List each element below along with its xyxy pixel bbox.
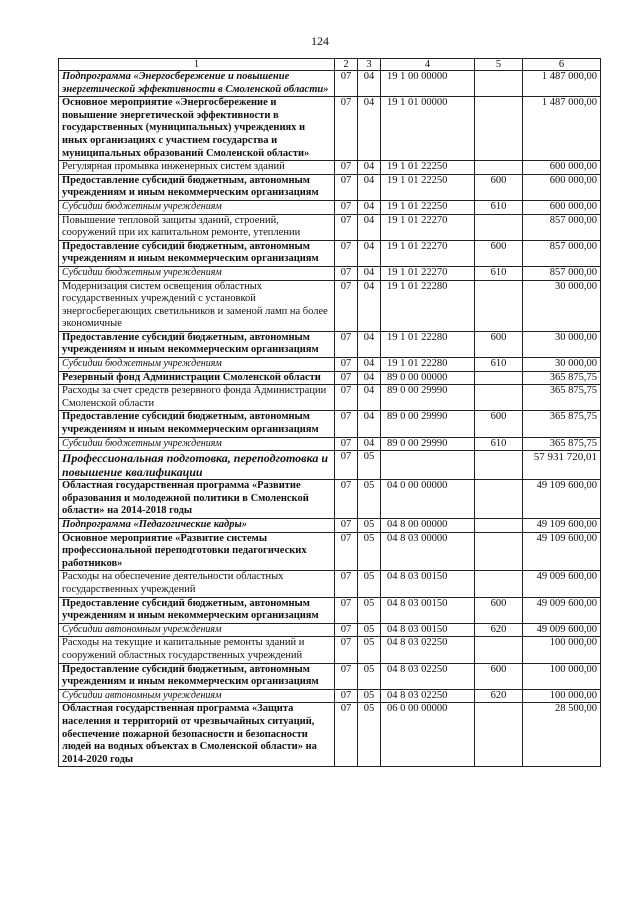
target-article-cell: 19 1 01 22280 bbox=[381, 331, 475, 357]
table-body bbox=[59, 71, 601, 767]
expense-type-cell: 600 bbox=[475, 174, 523, 200]
subsection-cell: 04 bbox=[358, 266, 381, 280]
target-article-cell: 04 8 03 02250 bbox=[381, 689, 475, 703]
expense-type-cell bbox=[475, 480, 523, 519]
item-name-cell: Расходы за счет средств резервного фонда Администрации Смоленской области bbox=[59, 385, 335, 411]
section-cell: 07 bbox=[335, 385, 358, 411]
expense-type-cell bbox=[475, 532, 523, 571]
col-header-2: 2 bbox=[335, 59, 358, 71]
col-header-6: 6 bbox=[523, 59, 601, 71]
expense-type-cell bbox=[475, 451, 523, 480]
amount-cell: 365 875,75 bbox=[523, 385, 601, 411]
section-cell: 07 bbox=[335, 214, 358, 240]
item-name-cell: Предоставление субсидий бюджетным, автономным учреждениям и иным некоммерческим организациям bbox=[59, 663, 335, 689]
table-row bbox=[59, 703, 601, 767]
table-row bbox=[59, 358, 601, 372]
subsection-cell: 04 bbox=[358, 358, 381, 372]
amount-cell: 600 000,00 bbox=[523, 161, 601, 175]
section-cell: 07 bbox=[335, 597, 358, 623]
subsection-cell: 05 bbox=[358, 480, 381, 519]
item-name-cell: Субсидии бюджетным учреждениям bbox=[59, 266, 335, 280]
item-name-cell: Субсидии бюджетным учреждениям bbox=[59, 358, 335, 372]
target-article-cell: 19 1 00 00000 bbox=[381, 71, 475, 97]
expense-type-cell bbox=[475, 571, 523, 597]
item-name-cell: Областная государственная программа «Развитие образования и молодежной политики в Смоленской области» на 2014-2018 годы bbox=[59, 480, 335, 519]
expense-type-cell bbox=[475, 280, 523, 331]
section-cell: 07 bbox=[335, 637, 358, 663]
target-article-cell: 89 0 00 29990 bbox=[381, 385, 475, 411]
target-article-cell: 06 0 00 00000 bbox=[381, 703, 475, 767]
expense-type-cell: 610 bbox=[475, 437, 523, 451]
section-cell: 07 bbox=[335, 480, 358, 519]
table-row bbox=[59, 371, 601, 385]
amount-cell: 49 009 600,00 bbox=[523, 623, 601, 637]
expense-type-cell: 610 bbox=[475, 358, 523, 372]
table-row bbox=[59, 161, 601, 175]
subsection-cell: 04 bbox=[358, 385, 381, 411]
item-name-cell: Предоставление субсидий бюджетным, автономным учреждениям и иным некоммерческим организациям bbox=[59, 411, 335, 437]
amount-cell: 600 000,00 bbox=[523, 174, 601, 200]
amount-cell: 365 875,75 bbox=[523, 411, 601, 437]
subsection-cell: 05 bbox=[358, 571, 381, 597]
amount-cell: 857 000,00 bbox=[523, 240, 601, 266]
subsection-cell: 05 bbox=[358, 663, 381, 689]
expense-type-cell bbox=[475, 371, 523, 385]
section-cell: 07 bbox=[335, 97, 358, 161]
item-name-cell: Областная государственная программа «Защита населения и территорий от чрезвычайных ситуаций, обеспечение пожарной безопасности и безопасности людей на водных объектах в Смоленской области» на 2014-2020 годы bbox=[59, 703, 335, 767]
expense-type-cell bbox=[475, 97, 523, 161]
target-article-cell: 89 0 00 29990 bbox=[381, 437, 475, 451]
item-name-cell: Основное мероприятие «Развитие системы профессиональной переподготовки педагогических работников» bbox=[59, 532, 335, 571]
section-cell: 07 bbox=[335, 280, 358, 331]
section-cell: 07 bbox=[335, 331, 358, 357]
expense-type-cell bbox=[475, 385, 523, 411]
table-row bbox=[59, 597, 601, 623]
subsection-cell: 04 bbox=[358, 174, 381, 200]
target-article-cell: 04 8 03 02250 bbox=[381, 663, 475, 689]
expense-type-cell bbox=[475, 71, 523, 97]
section-cell: 07 bbox=[335, 571, 358, 597]
subsection-cell: 05 bbox=[358, 519, 381, 533]
item-name-cell: Профессиональная подготовка, переподготовка и повышение квалификации bbox=[59, 451, 335, 480]
amount-cell: 365 875,75 bbox=[523, 437, 601, 451]
subsection-cell: 05 bbox=[358, 623, 381, 637]
target-article-cell: 19 1 01 22280 bbox=[381, 358, 475, 372]
table-row bbox=[59, 623, 601, 637]
subsection-cell: 04 bbox=[358, 280, 381, 331]
amount-cell: 30 000,00 bbox=[523, 358, 601, 372]
amount-cell: 100 000,00 bbox=[523, 663, 601, 689]
table-row bbox=[59, 71, 601, 97]
subsection-cell: 04 bbox=[358, 371, 381, 385]
subsection-cell: 05 bbox=[358, 532, 381, 571]
section-cell: 07 bbox=[335, 663, 358, 689]
target-article-cell: 19 1 01 22250 bbox=[381, 174, 475, 200]
subsection-cell: 04 bbox=[358, 97, 381, 161]
target-article-cell: 19 1 01 22280 bbox=[381, 280, 475, 331]
expense-type-cell: 620 bbox=[475, 623, 523, 637]
target-article-cell: 19 1 01 22270 bbox=[381, 214, 475, 240]
section-cell: 07 bbox=[335, 174, 358, 200]
item-name-cell: Расходы на обеспечение деятельности областных государственных учреждений bbox=[59, 571, 335, 597]
subsection-cell: 05 bbox=[358, 703, 381, 767]
target-article-cell: 04 0 00 00000 bbox=[381, 480, 475, 519]
expense-type-cell: 610 bbox=[475, 266, 523, 280]
table-row bbox=[59, 637, 601, 663]
expense-type-cell bbox=[475, 519, 523, 533]
col-header-1: 1 bbox=[59, 59, 335, 71]
item-name-cell: Расходы на текущие и капитальные ремонты зданий и сооружений областных государственных учреждений bbox=[59, 637, 335, 663]
amount-cell: 100 000,00 bbox=[523, 689, 601, 703]
target-article-cell: 04 8 03 00000 bbox=[381, 532, 475, 571]
amount-cell: 600 000,00 bbox=[523, 200, 601, 214]
target-article-cell: 89 0 00 29990 bbox=[381, 411, 475, 437]
amount-cell: 30 000,00 bbox=[523, 331, 601, 357]
expense-type-cell: 600 bbox=[475, 411, 523, 437]
item-name-cell: Резервный фонд Администрации Смоленской области bbox=[59, 371, 335, 385]
subsection-cell: 04 bbox=[358, 214, 381, 240]
item-name-cell: Субсидии бюджетным учреждениям bbox=[59, 200, 335, 214]
target-article-cell: 04 8 03 00150 bbox=[381, 571, 475, 597]
item-name-cell: Субсидии бюджетным учреждениям bbox=[59, 437, 335, 451]
expense-type-cell: 600 bbox=[475, 663, 523, 689]
amount-cell: 857 000,00 bbox=[523, 214, 601, 240]
table-row bbox=[59, 480, 601, 519]
column-number-row bbox=[59, 59, 601, 71]
table-row bbox=[59, 240, 601, 266]
target-article-cell: 19 1 01 22250 bbox=[381, 161, 475, 175]
section-cell: 07 bbox=[335, 161, 358, 175]
item-name-cell: Подпрограмма «Энергосбережение и повышение энергетической эффективности в Смоленской области» bbox=[59, 71, 335, 97]
col-header-4: 4 bbox=[381, 59, 475, 71]
target-article-cell: 89 0 00 00000 bbox=[381, 371, 475, 385]
table-row bbox=[59, 280, 601, 331]
table-row bbox=[59, 200, 601, 214]
subsection-cell: 04 bbox=[358, 161, 381, 175]
target-article-cell: 19 1 01 22270 bbox=[381, 240, 475, 266]
amount-cell: 49 009 600,00 bbox=[523, 571, 601, 597]
subsection-cell: 05 bbox=[358, 451, 381, 480]
expense-type-cell bbox=[475, 703, 523, 767]
item-name-cell: Регулярная промывка инженерных систем зданий bbox=[59, 161, 335, 175]
section-cell: 07 bbox=[335, 371, 358, 385]
item-name-cell: Предоставление субсидий бюджетным, автономным учреждениям и иным некоммерческим организациям bbox=[59, 174, 335, 200]
amount-cell: 1 487 000,00 bbox=[523, 97, 601, 161]
subsection-cell: 04 bbox=[358, 411, 381, 437]
section-cell: 07 bbox=[335, 358, 358, 372]
target-article-cell: 19 1 01 00000 bbox=[381, 97, 475, 161]
page-number: 124 bbox=[311, 34, 329, 48]
amount-cell: 49 109 600,00 bbox=[523, 480, 601, 519]
amount-cell: 365 875,75 bbox=[523, 371, 601, 385]
subsection-cell: 04 bbox=[358, 200, 381, 214]
col-header-5: 5 bbox=[475, 59, 523, 71]
amount-cell: 857 000,00 bbox=[523, 266, 601, 280]
expense-type-cell bbox=[475, 637, 523, 663]
subsection-cell: 04 bbox=[358, 240, 381, 266]
section-cell: 07 bbox=[335, 200, 358, 214]
section-cell: 07 bbox=[335, 519, 358, 533]
table-row bbox=[59, 97, 601, 161]
col-header-3: 3 bbox=[358, 59, 381, 71]
amount-cell: 49 109 600,00 bbox=[523, 519, 601, 533]
target-article-cell: 19 1 01 22250 bbox=[381, 200, 475, 214]
target-article-cell bbox=[381, 451, 475, 480]
table-row bbox=[59, 331, 601, 357]
table-row bbox=[59, 174, 601, 200]
amount-cell: 30 000,00 bbox=[523, 280, 601, 331]
expense-type-cell: 610 bbox=[475, 200, 523, 214]
amount-cell: 49 109 600,00 bbox=[523, 532, 601, 571]
table-row bbox=[59, 437, 601, 451]
expense-type-cell: 620 bbox=[475, 689, 523, 703]
subsection-cell: 05 bbox=[358, 637, 381, 663]
item-name-cell: Основное мероприятие «Энергосбережение и повышение энергетической эффективности в государственных (муниципальных) учреждениях и иных организациях с участием государства и муниципальных образований Смоленской области» bbox=[59, 97, 335, 161]
section-cell: 07 bbox=[335, 71, 358, 97]
target-article-cell: 04 8 00 00000 bbox=[381, 519, 475, 533]
table-row bbox=[59, 532, 601, 571]
item-name-cell: Субсидии автономным учреждениям bbox=[59, 623, 335, 637]
table-row bbox=[59, 385, 601, 411]
subsection-cell: 04 bbox=[358, 437, 381, 451]
table-row bbox=[59, 266, 601, 280]
target-article-cell: 19 1 01 22270 bbox=[381, 266, 475, 280]
item-name-cell: Модернизация систем освещения областных государственных учреждений с установкой энергосберегающих светильников и заменой ламп на более экономичные bbox=[59, 280, 335, 331]
expense-type-cell bbox=[475, 161, 523, 175]
item-name-cell: Предоставление субсидий бюджетным, автономным учреждениям и иным некоммерческим организациям bbox=[59, 331, 335, 357]
item-name-cell: Повышение тепловой защиты зданий, строений, сооружений при их капитальном ремонте, утеплении bbox=[59, 214, 335, 240]
item-name-cell: Подпрограмма «Педагогические кадры» bbox=[59, 519, 335, 533]
subsection-cell: 04 bbox=[358, 71, 381, 97]
table-row bbox=[59, 663, 601, 689]
section-cell: 07 bbox=[335, 240, 358, 266]
expense-type-cell: 600 bbox=[475, 597, 523, 623]
expense-type-cell: 600 bbox=[475, 331, 523, 357]
subsection-cell: 05 bbox=[358, 689, 381, 703]
amount-cell: 28 500,00 bbox=[523, 703, 601, 767]
expense-type-cell: 600 bbox=[475, 240, 523, 266]
expense-type-cell bbox=[475, 214, 523, 240]
section-cell: 07 bbox=[335, 689, 358, 703]
target-article-cell: 04 8 03 02250 bbox=[381, 637, 475, 663]
table-row bbox=[59, 411, 601, 437]
section-cell: 07 bbox=[335, 703, 358, 767]
item-name-cell: Субсидии автономным учреждениям bbox=[59, 689, 335, 703]
item-name-cell: Предоставление субсидий бюджетным, автономным учреждениям и иным некоммерческим организациям bbox=[59, 240, 335, 266]
target-article-cell: 04 8 03 00150 bbox=[381, 597, 475, 623]
amount-cell: 100 000,00 bbox=[523, 637, 601, 663]
budget-table bbox=[58, 58, 601, 767]
section-cell: 07 bbox=[335, 623, 358, 637]
section-cell: 07 bbox=[335, 437, 358, 451]
item-name-cell: Предоставление субсидий бюджетным, автономным учреждениям и иным некоммерческим организациям bbox=[59, 597, 335, 623]
section-cell: 07 bbox=[335, 451, 358, 480]
subsection-cell: 04 bbox=[358, 331, 381, 357]
table-row bbox=[59, 689, 601, 703]
amount-cell: 57 931 720,01 bbox=[523, 451, 601, 480]
amount-cell: 1 487 000,00 bbox=[523, 71, 601, 97]
table-row bbox=[59, 571, 601, 597]
table-row bbox=[59, 519, 601, 533]
table-row bbox=[59, 214, 601, 240]
section-cell: 07 bbox=[335, 411, 358, 437]
amount-cell: 49 009 600,00 bbox=[523, 597, 601, 623]
section-cell: 07 bbox=[335, 532, 358, 571]
section-cell: 07 bbox=[335, 266, 358, 280]
subsection-cell: 05 bbox=[358, 597, 381, 623]
target-article-cell: 04 8 03 00150 bbox=[381, 623, 475, 637]
table-row bbox=[59, 451, 601, 480]
